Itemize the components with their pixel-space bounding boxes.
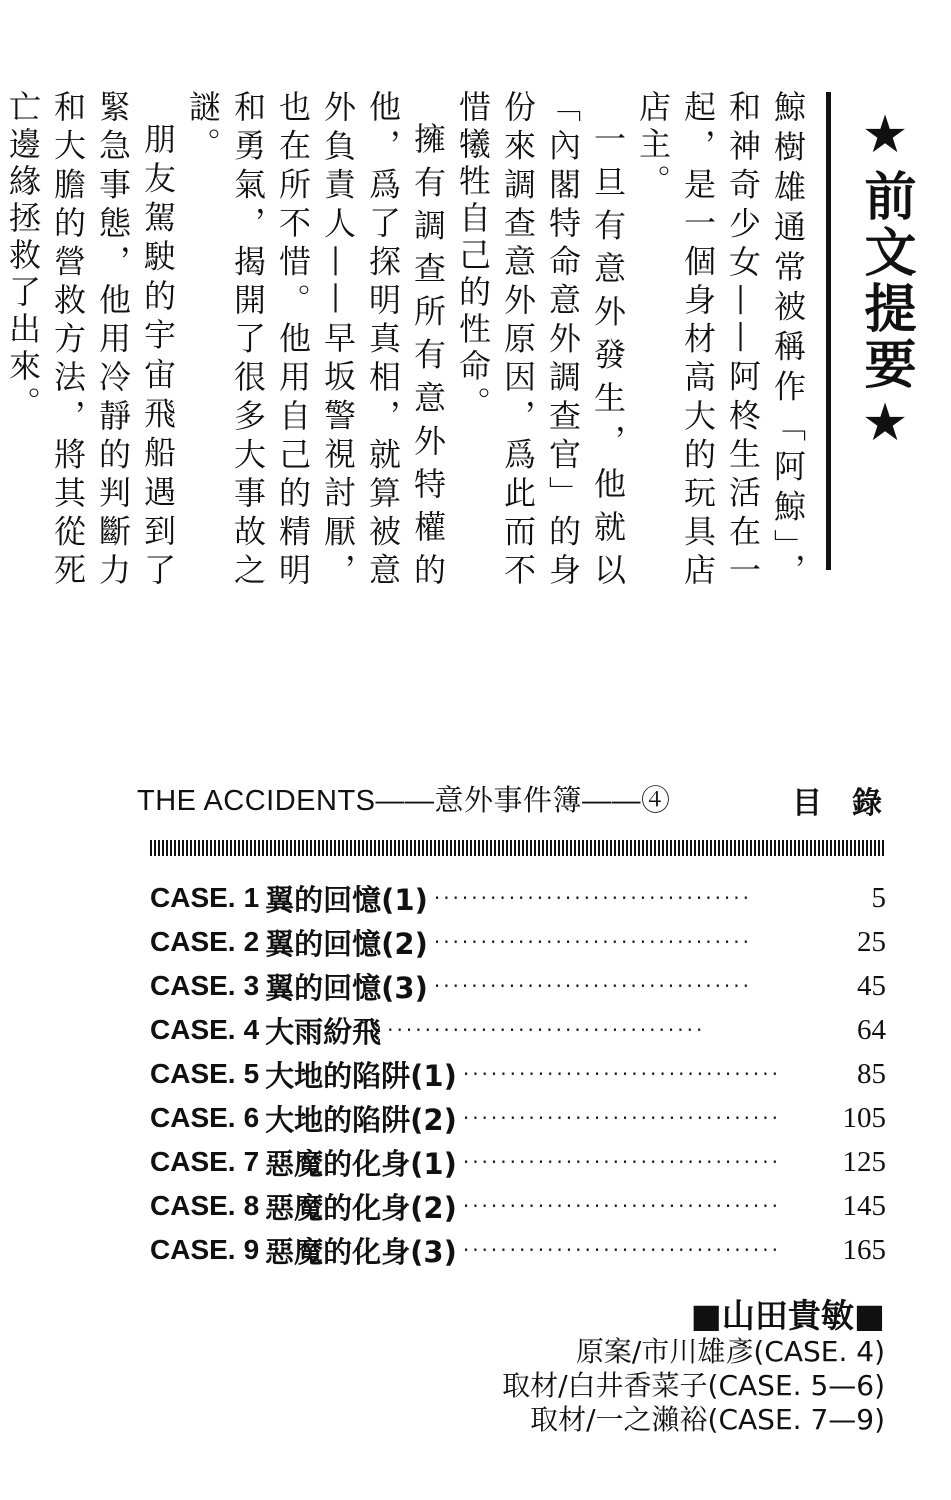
leader-dots: ·································· xyxy=(462,1106,781,1130)
case-label: CASE. xyxy=(150,1234,236,1265)
heading-rule xyxy=(826,92,831,570)
case-number: 6 xyxy=(243,1102,260,1133)
toc-entry xyxy=(150,1096,886,1140)
table-of-contents xyxy=(150,876,886,1272)
chapter-title: 翼的回憶(3) xyxy=(265,970,428,1005)
page-number: 64 xyxy=(857,1013,886,1046)
chapter-title: 大地的陷阱(1) xyxy=(265,1058,457,1093)
summary-paragraph: 鯨樹雄通常被稱作「阿鯨」，和神奇少女——阿柊生活在一起，是一個身材高大的玩具店店主。 xyxy=(634,90,807,590)
case-number: 2 xyxy=(243,926,260,957)
chapter-title: 大雨紛飛 xyxy=(265,1014,382,1049)
summary-heading: ★前文提要★ xyxy=(855,105,915,457)
page-number: 165 xyxy=(842,1233,886,1266)
case-label: CASE. xyxy=(150,1146,236,1177)
case-number: 3 xyxy=(243,970,260,1001)
toc-entry xyxy=(150,1008,886,1052)
page-number: 145 xyxy=(842,1189,886,1222)
case-label: CASE. xyxy=(150,1058,236,1089)
leader-dots: ·································· xyxy=(462,1062,781,1086)
page-number: 45 xyxy=(857,969,886,1002)
leader-dots: ·································· xyxy=(433,886,752,910)
case-label: CASE. xyxy=(150,926,236,957)
credits-block xyxy=(502,1335,885,1437)
leader-dots: ·································· xyxy=(462,1194,781,1218)
case-label: CASE. xyxy=(150,1190,236,1221)
toc-label: 目錄 xyxy=(792,786,912,821)
toc-entry xyxy=(150,1184,886,1228)
chapter-title: 翼的回憶(2) xyxy=(265,926,428,961)
chapter-title: 惡魔的化身(2) xyxy=(265,1190,457,1225)
case-number: 1 xyxy=(243,882,260,913)
chapter-title: 翼的回憶(1) xyxy=(265,882,428,917)
leader-dots: ·································· xyxy=(433,930,752,954)
toc-entry xyxy=(150,876,886,920)
toc-entry xyxy=(150,1052,886,1096)
case-number: 9 xyxy=(243,1234,260,1265)
page-number: 5 xyxy=(871,881,886,914)
author-name: ■山田貴敏■ xyxy=(690,1296,885,1335)
leader-dots: ·································· xyxy=(387,1018,706,1042)
leader-dots: ·································· xyxy=(462,1238,781,1262)
credit-line: 取材/白井香菜子(CASE. 5—6) xyxy=(502,1369,885,1402)
leader-dots: ·································· xyxy=(462,1150,781,1174)
case-label: CASE. xyxy=(150,882,236,913)
case-number: 4 xyxy=(243,1014,260,1045)
chapter-title: 惡魔的化身(3) xyxy=(265,1234,457,1269)
toc-entry xyxy=(150,964,886,1008)
case-number: 7 xyxy=(243,1146,260,1177)
case-number: 5 xyxy=(243,1058,260,1089)
summary-paragraph: 擁有調查所有意外特權的他，爲了探明真相，就算被意外負責人——早坂警視討厭，也在所不惜。他用自己的精明和勇氣，揭開了很多大事故之謎。 xyxy=(184,90,447,590)
toc-entry xyxy=(150,920,886,964)
page-number: 125 xyxy=(842,1145,886,1178)
chapter-title: 惡魔的化身(1) xyxy=(265,1146,457,1181)
summary-text xyxy=(4,90,810,590)
series-title: THE ACCIDENTS——意外事件簿——④ xyxy=(137,785,671,817)
page-number: 105 xyxy=(842,1101,886,1134)
summary-paragraph: 一旦有意外發生，他就以「內閣特命意外調查官」的身份來調查意外原因，爲此而不惜犧牲自己的性命。 xyxy=(454,90,627,590)
chapter-title: 大地的陷阱(2) xyxy=(265,1102,457,1137)
toc-entry xyxy=(150,1140,886,1184)
summary-paragraph: 朋友駕駛的宇宙飛船遇到了緊急事態，他用冷靜的判斷力和大膽的營救方法，將其從死亡邊緣拯救了出來。 xyxy=(4,90,177,590)
page-number: 25 xyxy=(857,925,886,958)
credit-line: 取材/一之瀨裕(CASE. 7—9) xyxy=(530,1403,885,1436)
leader-dots: ·································· xyxy=(433,974,752,998)
case-label: CASE. xyxy=(150,1102,236,1133)
page-number: 85 xyxy=(857,1057,886,1090)
case-number: 8 xyxy=(243,1190,260,1221)
toc-entry xyxy=(150,1228,886,1272)
hatched-divider xyxy=(150,840,885,856)
case-label: CASE. xyxy=(150,970,236,1001)
case-label: CASE. xyxy=(150,1014,236,1045)
credit-line: 原案/市川雄彥(CASE. 4) xyxy=(575,1335,885,1368)
